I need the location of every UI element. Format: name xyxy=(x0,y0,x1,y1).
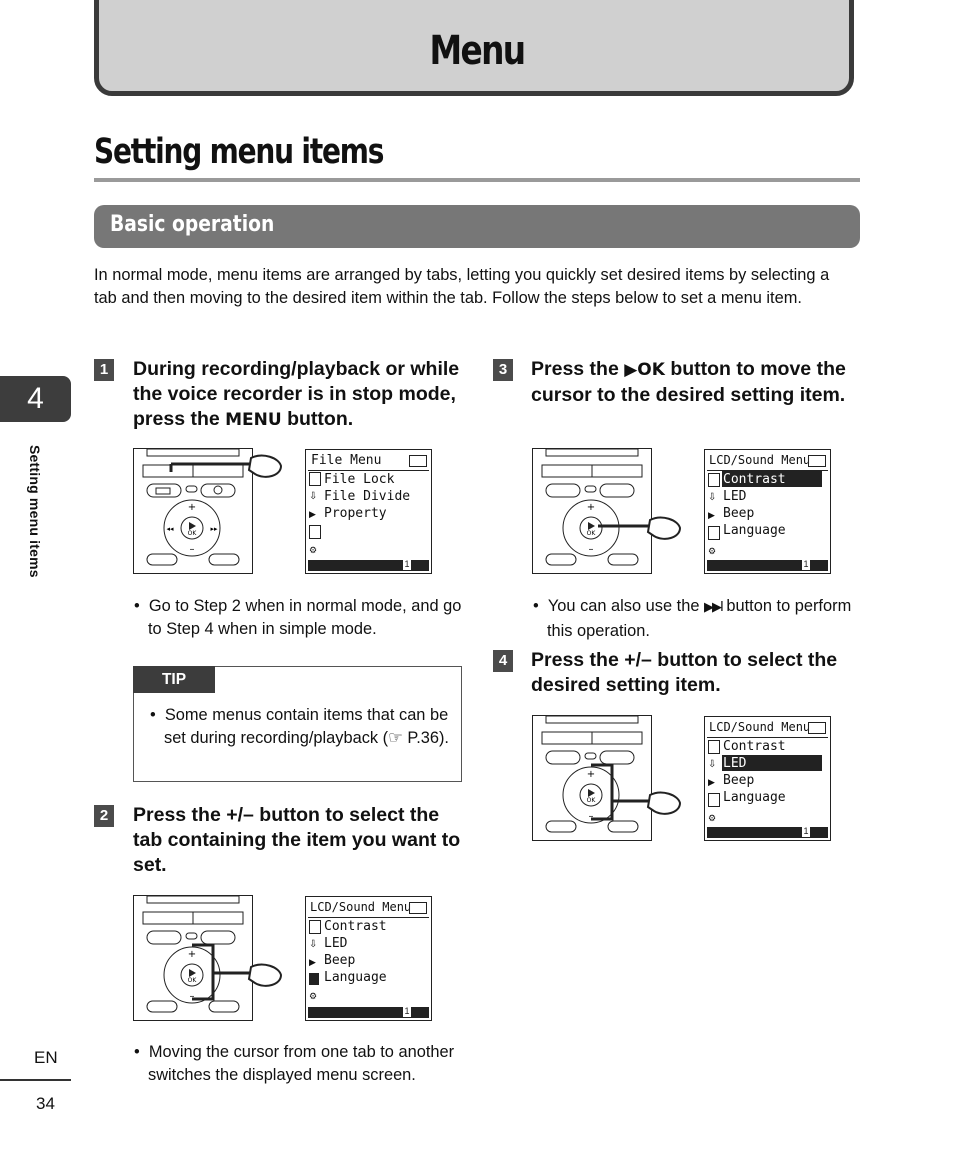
skip-key-label: ▶▶I xyxy=(704,600,722,615)
ok-key-label: ▶OK xyxy=(624,360,665,380)
lcd-menu-list xyxy=(324,918,387,986)
step-2-text: Press the +/– button to select the tab containing the item you want to set. xyxy=(133,804,461,876)
file-tab-icon xyxy=(708,473,720,487)
mic-tab-icon: ⇩ xyxy=(309,491,318,502)
lcd-screen-file-menu xyxy=(305,449,432,574)
lcd-menu-item: LED xyxy=(324,936,348,951)
chapter-title: Menu xyxy=(429,28,525,74)
lcd-page-number: 1 xyxy=(404,1006,410,1016)
section-divider xyxy=(94,178,860,182)
svg-text:+: + xyxy=(586,769,596,780)
lcd-page-number: 1 xyxy=(803,826,809,836)
svg-text:+: + xyxy=(586,502,596,513)
tool-tab-icon: ⚙ xyxy=(708,813,717,823)
step-3-text: Press the ▶OK button to move the cursor to the desired setting item. xyxy=(531,358,846,406)
lcd-tab-column xyxy=(309,472,321,556)
recorder-figure-4 xyxy=(532,715,684,842)
battery-icon xyxy=(409,902,427,914)
lcd-menu-item: Contrast xyxy=(723,739,786,754)
svg-text:+: + xyxy=(187,949,197,960)
lcd-menu-item: File Lock xyxy=(324,472,395,487)
lcd-tab-column xyxy=(708,473,720,557)
lcd-screen-lcd-sound-menu-3 xyxy=(704,449,831,574)
lcd-menu-item: Language xyxy=(723,790,786,805)
lcd-menu-item: Beep xyxy=(723,506,755,521)
svg-text:–: – xyxy=(189,544,195,555)
step-1-number: 1 xyxy=(94,359,114,381)
recorder-figure-2 xyxy=(133,895,285,1022)
lcd-title: LCD/Sound Menu xyxy=(709,453,811,467)
intro-paragraph: In normal mode, menu items are arranged by tabs, letting you quickly set desired items by selecting a tab and then moving to the desired item within the tab. Follow the steps below to set a menu item. xyxy=(94,266,830,307)
recorder-figure-3 xyxy=(532,448,684,575)
svg-text:▸▸: ▸▸ xyxy=(210,525,218,533)
step-1-bullet: • Go to Step 2 when in normal mode, and go to Step 4 when in simple mode. xyxy=(134,597,462,638)
lcd-tab-icon xyxy=(708,526,720,540)
play-tab-icon: ▶ xyxy=(309,957,316,967)
tip-label: TIP xyxy=(133,666,215,693)
svg-text:◂◂: ◂◂ xyxy=(166,525,174,533)
lcd-title: File Menu xyxy=(311,453,382,468)
lcd-screen-lcd-sound-menu-2 xyxy=(305,896,432,1021)
section-title: Setting menu items xyxy=(94,132,384,172)
side-label: Setting menu items xyxy=(27,445,43,578)
lcd-menu-list xyxy=(723,738,786,806)
lcd-tab-column xyxy=(309,920,321,1002)
lcd-menu-item: Language xyxy=(723,523,786,538)
subsection-title: Basic operation xyxy=(110,212,275,237)
step-3-number: 3 xyxy=(493,359,513,381)
lcd-status-bar xyxy=(707,827,828,838)
play-tab-icon: ▶ xyxy=(708,510,715,520)
mic-tab-icon: ⇩ xyxy=(708,492,717,503)
lcd-page-number: 1 xyxy=(404,559,410,569)
svg-text:OK: OK xyxy=(586,530,596,537)
step-4-number: 4 xyxy=(493,650,513,672)
lcd-tab-column xyxy=(708,740,720,824)
lcd-menu-item: LED xyxy=(723,489,747,504)
step-2-number: 2 xyxy=(94,805,114,827)
lcd-menu-item: Language xyxy=(324,970,387,985)
mic-tab-icon: ⇩ xyxy=(309,939,318,950)
battery-icon xyxy=(808,722,826,734)
tool-tab-icon: ⚙ xyxy=(309,545,318,555)
menu-key-label: MENU xyxy=(225,410,282,430)
tool-tab-icon: ⚙ xyxy=(708,546,717,556)
lcd-menu-item: Property xyxy=(324,506,387,521)
file-tab-icon xyxy=(708,740,720,754)
step-2-bullet: • Moving the cursor from one tab to another switches the displayed menu screen. xyxy=(134,1043,455,1084)
lcd-menu-list xyxy=(324,471,410,522)
svg-text:OK: OK xyxy=(187,530,197,537)
tool-tab-icon: ⚙ xyxy=(309,991,318,1001)
step-1-text: During recording/playback or while the voice recorder is in stop mode, press the MENU button. xyxy=(133,358,460,430)
language-label: EN xyxy=(34,1048,58,1067)
battery-icon xyxy=(409,455,427,467)
lcd-menu-item-selected: Contrast xyxy=(723,472,786,487)
battery-icon xyxy=(808,455,826,467)
lcd-screen-lcd-sound-menu-4 xyxy=(704,716,831,841)
svg-text:–: – xyxy=(588,544,594,555)
lcd-menu-list xyxy=(723,471,786,539)
footer-divider xyxy=(0,1079,71,1081)
step-4-text: Press the +/– button to select the desired setting item. xyxy=(531,649,838,696)
lcd-status-bar xyxy=(308,1007,429,1018)
lcd-menu-item-selected: LED xyxy=(723,756,747,771)
lcd-tab-icon xyxy=(309,973,319,985)
lcd-title: LCD/Sound Menu xyxy=(709,720,811,734)
lcd-tab-icon xyxy=(309,525,321,539)
svg-text:–: – xyxy=(189,991,195,1002)
recorder-figure-1 xyxy=(133,448,285,575)
lcd-status-bar xyxy=(308,560,429,571)
tip-bullet: • Some menus contain items that can be set during recording/playback (☞ P.36). xyxy=(150,706,449,747)
page-number: 34 xyxy=(36,1094,55,1113)
chapter-tab: 4 xyxy=(0,376,71,422)
lcd-menu-item: Contrast xyxy=(324,919,387,934)
file-tab-icon xyxy=(309,472,321,486)
mic-tab-icon: ⇩ xyxy=(708,759,717,770)
svg-text:OK: OK xyxy=(586,797,596,804)
lcd-title: LCD/Sound Menu xyxy=(310,900,412,914)
play-tab-icon: ▶ xyxy=(309,509,316,519)
svg-text:OK: OK xyxy=(187,977,197,984)
file-tab-icon xyxy=(309,920,321,934)
svg-text:+: + xyxy=(187,502,197,513)
lcd-menu-item: File Divide xyxy=(324,489,411,504)
lcd-tab-icon xyxy=(708,793,720,807)
lcd-page-number: 1 xyxy=(803,559,809,569)
svg-text:–: – xyxy=(588,811,594,822)
step-3-bullet: • You can also use the ▶▶I button to perform this operation. xyxy=(533,597,852,640)
lcd-menu-item: Beep xyxy=(723,773,755,788)
lcd-menu-item: Beep xyxy=(324,953,356,968)
play-tab-icon: ▶ xyxy=(708,777,715,787)
lcd-status-bar xyxy=(707,560,828,571)
